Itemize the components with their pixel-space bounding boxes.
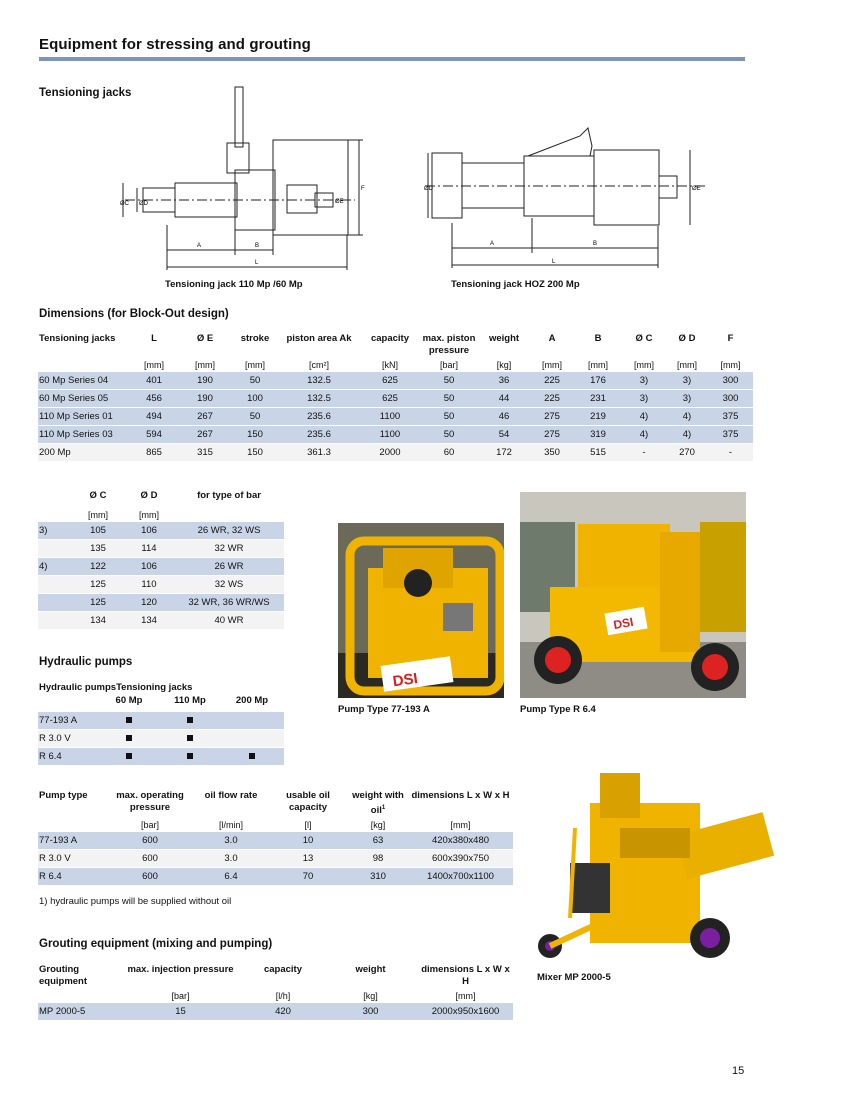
bar-row [38,594,284,612]
pump-spec-row-cell: R 3.0 V [38,850,106,868]
dim-header: Ø E [196,333,214,344]
dimensions-row-cell: 270 [666,444,708,462]
dimensions-row-cell: 231 [574,390,622,408]
grout-header: max. injection pressure [127,964,234,975]
dimensions-row-cell: 235.6 [278,408,360,426]
bar-row-cell: 135 [72,540,124,558]
bar-row-cell: 32 WR [174,540,284,558]
grout-unit: [kg] [363,990,378,1001]
pump-spec-row [38,850,513,868]
dimensions-row-cell: 300 [708,390,753,408]
dimensions-row-cell: - [622,444,666,462]
spec-unit: [mm] [450,819,471,830]
dimensions-row-cell: 3) [622,390,666,408]
spec-unit: [bar] [140,819,159,830]
dimensions-row-cell: 44 [478,390,530,408]
dimensions-row-cell: 625 [360,390,420,408]
dimensions-row-cell: 4) [666,408,708,426]
dimensions-row-cell: 3) [666,390,708,408]
spec-header: max. operating pressure [116,790,184,813]
pump-spec-row-cell: 310 [348,868,408,886]
hydraulic-pumps-heading: Hydraulic pumps [39,656,133,668]
pump-matrix-cell [160,748,220,766]
bar-row-cell: 40 WR [174,612,284,630]
dim-unit: [mm] [245,359,265,370]
pump-matrix-col: 60 Mp [115,695,143,706]
dimensions-row-cell: 3) [622,372,666,390]
grouting-row-cell: 420 [243,1003,323,1021]
grout-header: weight [355,964,386,975]
dimensions-row-cell: 401 [130,372,178,390]
dim-unit: [cm²] [309,359,329,370]
pump-spec-row-cell: 3.0 [194,850,268,868]
dim-d-right: ØD [424,186,433,192]
compatible-mark-icon [126,735,132,741]
grout-header: dimensions L x W x H [421,964,510,987]
pump-spec-row-cell: 70 [268,868,348,886]
bar-header [38,490,72,507]
spec-header [348,790,408,817]
grout-header: Grouting equipment [39,964,88,987]
compatible-mark-icon [187,735,193,741]
dimensions-row-cell: 1100 [360,408,420,426]
dim-header: Ø D [678,333,696,344]
dimensions-row-cell: 50 [420,390,478,408]
pump-matrix-row [38,730,284,748]
dimensions-row-cell: 3) [666,372,708,390]
dim-b-left: B [255,243,260,249]
dimensions-row-cell: 110 Mp Series 01 [38,408,130,426]
grouting-table [38,964,513,1021]
page-title: Equipment for stressing and grouting [39,36,311,53]
pump-spec-row-cell: 600 [106,868,194,886]
grouting-row-cell: 15 [118,1003,243,1021]
jack-hoz-drawing [420,118,710,273]
bar-row-cell: 32 WR, 36 WR/WS [174,594,284,612]
bar-header: for type of bar [197,490,261,501]
dimensions-row-cell: 46 [478,408,530,426]
pump-spec-row-cell: 6.4 [194,868,268,886]
bar-row-cell: 134 [124,612,174,630]
dimensions-row-cell: 36 [478,372,530,390]
bar-header: Ø C [89,490,107,501]
pump-matrix-row [38,748,284,766]
bar-row-cell: 4) [38,558,72,576]
dim-header: stroke [240,333,270,344]
compatible-mark-icon [187,717,193,723]
dimensions-row-cell: 456 [130,390,178,408]
bar-row-cell: 114 [124,540,174,558]
dim-b-right: B [593,241,598,247]
dimensions-row-cell: - [708,444,753,462]
dimensions-table [38,333,753,462]
bar-row-cell: 26 WR, 32 WS [174,522,284,540]
pump-a-caption: Pump Type 77-193 A [338,704,430,715]
dimensions-row-cell: 350 [530,444,574,462]
grout-unit [38,988,118,1003]
dimensions-row-cell: 219 [574,408,622,426]
dim-header: weight [488,333,520,344]
dimensions-row-cell: 172 [478,444,530,462]
dim-unit: [mm] [634,359,654,370]
dim-header: A [548,333,556,344]
compatible-mark-icon [126,753,132,759]
pump-specs-table [38,790,513,886]
dimensions-row-cell: 110 Mp Series 03 [38,426,130,444]
dim-e-left: ØE [335,199,344,205]
mixer-photo [530,768,780,960]
dimensions-row-cell: 60 Mp Series 04 [38,372,130,390]
pump-matrix-cell [98,748,160,766]
pump-spec-row-cell: 98 [348,850,408,868]
bar-row-cell: 134 [72,612,124,630]
bar-unit [174,507,284,522]
bar-row-cell: 32 WS [174,576,284,594]
bar-row-cell: 3) [38,522,72,540]
dimensions-row-cell: 50 [232,408,278,426]
dimensions-row-cell: 375 [708,408,753,426]
bar-row [38,612,284,630]
pump-spec-row-cell: 600 [106,832,194,850]
page-number: 15 [732,1065,745,1077]
dim-header: Tensioning jacks [39,333,116,344]
pump-matrix-name: 77-193 A [38,712,98,730]
bar-row [38,540,284,558]
pump-matrix-cell [98,730,160,748]
pump-matrix-subtitle-text: Tensioning jacks [116,682,193,693]
title-rule [39,57,745,61]
bar-type-table [38,490,284,630]
dimensions-row-cell: 225 [530,390,574,408]
pump-spec-row-cell: 3.0 [194,832,268,850]
bar-row-cell: 120 [124,594,174,612]
bar-row [38,522,284,540]
dimensions-row-cell: 50 [232,372,278,390]
dim-unit: [kN] [381,359,398,370]
pump-matrix-cell [160,730,220,748]
grouting-row-cell: MP 2000-5 [38,1003,118,1021]
dim-header: L [151,333,157,344]
pump-spec-row-cell: 600x390x750 [408,850,513,868]
dim-d-left: ØD [139,201,148,207]
pump-spec-row-cell: R 6.4 [38,868,106,886]
pump-matrix-cell [98,712,160,730]
dim-c-left: ØC [120,201,129,207]
dimensions-row-cell: 515 [574,444,622,462]
bar-row-cell [38,540,72,558]
dimensions-row [38,408,753,426]
dim-header: F [727,333,734,344]
pump-spec-row-cell: 13 [268,850,348,868]
dimensions-row [38,444,753,462]
dimensions-row-cell: 50 [420,426,478,444]
dim-unit [38,357,130,372]
dimensions-row [38,390,753,408]
spec-unit [38,817,106,832]
bar-row-cell [38,594,72,612]
pump-matrix-name: R 3.0 V [38,730,98,748]
pump-matrix-table [38,695,284,766]
pump-matrix-cell [160,712,220,730]
compatible-mark-icon [187,753,193,759]
dim-f-left: F [361,186,365,192]
oil-footnote: 1) hydraulic pumps will be supplied without oil [39,896,232,907]
dimensions-row-cell: 132.5 [278,372,360,390]
dimensions-row-cell: 375 [708,426,753,444]
compatible-mark-icon [126,717,132,723]
jack-left-caption: Tensioning jack 110 Mp /60 Mp [165,279,303,290]
dim-e-right: ØE [692,186,701,192]
dimensions-heading: Dimensions (for Block-Out design) [39,308,229,320]
weight-footnote-mark: 1 [381,805,386,811]
pump-spec-row-cell: 600 [106,850,194,868]
bar-row-cell [38,576,72,594]
pump-matrix-row [38,712,284,730]
dim-header: B [594,333,602,344]
dimensions-row-cell: 267 [178,408,232,426]
dimensions-row-cell: 190 [178,390,232,408]
spec-unit: [l/min] [218,819,243,830]
pump-spec-row [38,868,513,886]
pump-spec-row-cell: 420x380x480 [408,832,513,850]
bar-row-cell: 106 [124,558,174,576]
grouting-row [38,1003,513,1021]
bar-row-cell: 106 [124,522,174,540]
dimensions-row-cell: 60 [420,444,478,462]
dimensions-row-cell: 225 [530,372,574,390]
jacks-heading: Tensioning jacks [39,87,132,99]
dim-unit: [mm] [720,359,741,370]
dimensions-row-cell: 494 [130,408,178,426]
spec-unit: [l] [304,819,312,830]
bar-header: Ø D [140,490,158,501]
dimensions-row-cell: 275 [530,408,574,426]
dimensions-row-cell: 4) [622,426,666,444]
dim-unit: [mm] [542,359,562,370]
dimensions-row-cell: 100 [232,390,278,408]
dimensions-row-cell: 176 [574,372,622,390]
pump-spec-row-cell: 63 [348,832,408,850]
dim-a-left: A [197,243,202,249]
pump-matrix-title-text: Hydraulic pumps [39,682,117,693]
dim-unit: [mm] [677,359,697,370]
dim-unit: [bar] [439,359,458,370]
pump-spec-row-cell: 77-193 A [38,832,106,850]
dim-l-right: L [552,259,556,265]
grout-header: capacity [263,964,303,975]
dim-header: piston area Ak [286,333,352,344]
pump-spec-row [38,832,513,850]
dim-header: max. piston pressure [422,333,476,356]
dimensions-row-cell: 361.3 [278,444,360,462]
dimensions-row-cell: 235.6 [278,426,360,444]
dimensions-row-cell: 132.5 [278,390,360,408]
dimensions-row-cell: 4) [622,408,666,426]
dim-unit: [kg] [496,359,512,370]
bar-row-cell: 26 WR [174,558,284,576]
pump-matrix-name: R 6.4 [38,748,98,766]
bar-row-cell: 110 [124,576,174,594]
bar-row [38,576,284,594]
pump-r-logo: DSI [612,614,635,633]
dim-unit: [mm] [195,359,215,370]
dimensions-row-cell: 594 [130,426,178,444]
dim-header: capacity [370,333,410,344]
grouting-row-cell: 2000x950x1600 [418,1003,513,1021]
dimensions-row-cell: 150 [232,426,278,444]
dimensions-row-cell: 200 Mp [38,444,130,462]
bar-unit: [mm] [88,509,108,520]
dimensions-row-cell: 319 [574,426,622,444]
bar-row-cell [38,612,72,630]
grout-unit: [bar] [171,990,190,1001]
spec-header: Pump type [39,790,88,801]
compatible-mark-icon [249,753,255,759]
dimensions-row-cell: 54 [478,426,530,444]
mixer-caption: Mixer MP 2000-5 [537,972,611,983]
weight-header-text: weight with oil [352,790,404,817]
dimensions-row-cell: 1100 [360,426,420,444]
dim-unit: [mm] [588,359,608,370]
pump-spec-row-cell: 10 [268,832,348,850]
jack-110-drawing [115,85,365,275]
dim-l-left: L [255,260,259,266]
dim-header: Ø C [635,333,653,344]
bar-row-cell: 125 [72,576,124,594]
pump-r64-photo [520,492,746,698]
dimensions-row-cell: 625 [360,372,420,390]
dimensions-row-cell: 300 [708,372,753,390]
dim-unit: [mm] [144,359,164,370]
bar-row-cell: 125 [72,594,124,612]
dimensions-row-cell: 150 [232,444,278,462]
grout-unit: [mm] [455,990,476,1001]
pump-matrix-col: 200 Mp [235,695,269,706]
pump-r-caption: Pump Type R 6.4 [520,704,596,715]
bar-row [38,558,284,576]
jack-right-caption: Tensioning jack HOZ 200 Mp [451,279,580,290]
spec-header: dimensions L x W x H [411,790,510,801]
dimensions-row-cell: 2000 [360,444,420,462]
spec-header: usable oil capacity [286,790,330,813]
dim-a-right: A [490,241,495,247]
dimensions-row-cell: 190 [178,372,232,390]
bar-unit [38,507,72,522]
dimensions-row-cell: 60 Mp Series 05 [38,390,130,408]
dimensions-row [38,372,753,390]
spec-unit: [kg] [370,819,386,830]
pump-matrix-cell [220,748,284,766]
pump-matrix-title [39,682,192,693]
grouting-row-cell: 300 [323,1003,418,1021]
dimensions-row-cell: 267 [178,426,232,444]
grouting-heading: Grouting equipment (mixing and pumping) [39,938,273,950]
pump-matrix-cell [220,730,284,748]
spec-header: oil flow rate [204,790,258,801]
pump-matrix-col: 110 Mp [174,695,206,706]
dimensions-row-cell: 4) [666,426,708,444]
dimensions-row [38,426,753,444]
pump-spec-row-cell: 1400x700x1100 [408,868,513,886]
dimensions-row-cell: 50 [420,372,478,390]
dimensions-row-cell: 50 [420,408,478,426]
grout-unit: [l/h] [275,990,291,1001]
pump-matrix-cell [220,712,284,730]
pump-a-logo: DSI [391,670,419,691]
bar-row-cell: 105 [72,522,124,540]
dimensions-row-cell: 275 [530,426,574,444]
bar-row-cell: 122 [72,558,124,576]
pump-77-193a-photo [338,523,504,698]
bar-unit: [mm] [139,509,159,520]
dimensions-row-cell: 315 [178,444,232,462]
dimensions-row-cell: 865 [130,444,178,462]
